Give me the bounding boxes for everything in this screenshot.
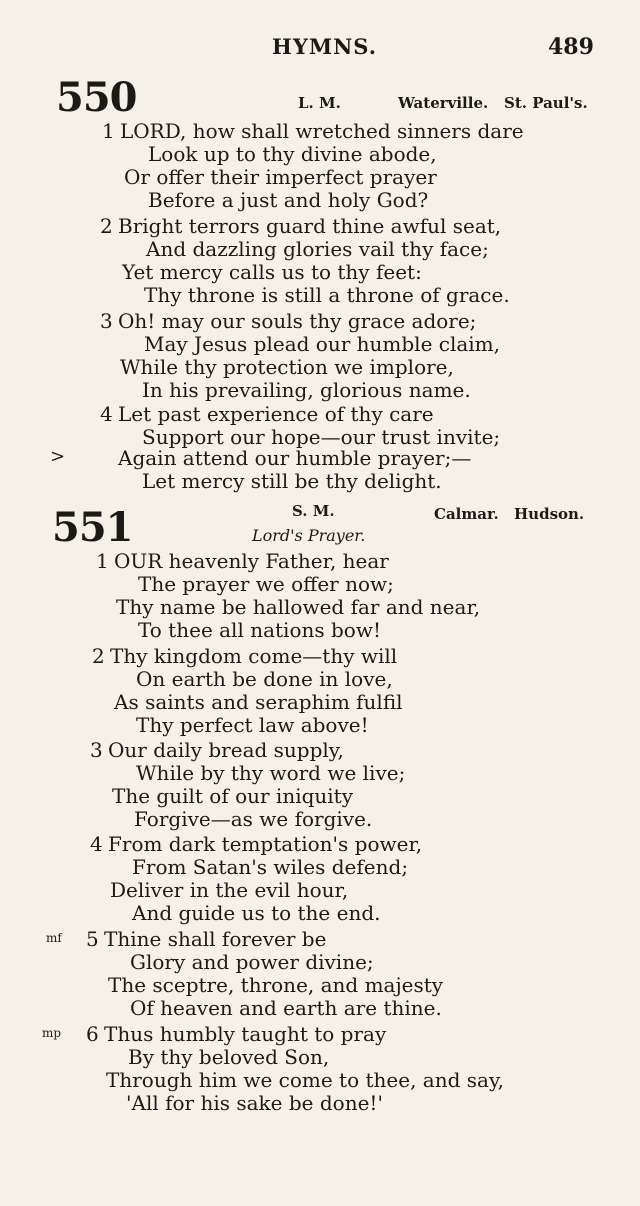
verse-number: 1	[96, 549, 109, 573]
verse-line: 4 From dark temptation's power,	[90, 832, 423, 856]
verse-number: 4	[100, 402, 113, 426]
verse-line: 3 Our daily bread supply,	[90, 738, 344, 762]
verse-line: 2 Thy kingdom come—thy will	[92, 644, 398, 668]
verse-line: And dazzling glories vail thy face;	[146, 237, 489, 261]
verse-line: 6 Thus humbly taught to pray	[86, 1022, 387, 1046]
verse-number: 3	[90, 738, 103, 762]
verse-line: 5 Thine shall forever be	[86, 927, 327, 951]
verse-number: 5	[86, 927, 99, 951]
verse-line: And guide us to the end.	[132, 901, 381, 925]
verse-line: The prayer we offer now;	[138, 572, 394, 596]
verse-line: Look up to thy divine abode,	[148, 142, 437, 166]
verse-line: Support our hope—our trust invite;	[142, 425, 501, 449]
verse-line: While thy protection we implore,	[120, 355, 454, 379]
verse-line: Before a just and holy God?	[148, 188, 429, 212]
verse-number: 2	[100, 214, 113, 238]
verse-line: From Satan's wiles defend;	[132, 855, 409, 879]
verse-number: 6	[86, 1022, 99, 1046]
verse-line: 1 LORD, how shall wretched sinners dare	[102, 119, 524, 143]
verse-line: Glory and power divine;	[130, 950, 374, 974]
dynamic-mark: mf	[46, 931, 62, 945]
verse-line: By thy beloved Son,	[128, 1045, 330, 1069]
verse-line: Thy name be hallowed far and near,	[116, 595, 481, 619]
verse-line: The sceptre, throne, and majesty	[108, 973, 444, 997]
verse-number: 4	[90, 832, 103, 856]
hymn-number: 550	[56, 74, 137, 121]
verse-line: To thee all nations bow!	[138, 618, 381, 642]
verse-number: 3	[100, 309, 113, 333]
tune-name: Waterville.	[398, 94, 489, 112]
verse-line: 2 Bright terrors guard thine awful seat,	[100, 214, 502, 238]
tune-name: Hudson.	[514, 505, 585, 523]
verse-line: The guilt of our iniquity	[112, 784, 354, 808]
verse-line: Or offer their imperfect prayer	[124, 165, 437, 189]
verse-line: Through him we come to thee, and say,	[106, 1068, 504, 1092]
hymn-subtitle: Lord's Prayer.	[252, 526, 366, 545]
verse-line: 4 Let past experience of thy care	[100, 402, 434, 426]
tune-name: Calmar.	[434, 505, 499, 523]
verse-line: 'All for his sake be done!'	[126, 1091, 383, 1115]
verse-line: Let mercy still be thy delight.	[142, 469, 442, 493]
verse-line: Deliver in the evil hour,	[110, 878, 349, 902]
verse-line: Of heaven and earth are thine.	[130, 996, 442, 1020]
verse-line: In his prevailing, glorious name.	[142, 378, 471, 402]
page-number: 489	[548, 34, 594, 60]
verse-line: Again attend our humble prayer;—	[118, 446, 472, 470]
dynamic-mark: mp	[42, 1026, 62, 1040]
verse-line: Yet mercy calls us to thy feet:	[122, 260, 422, 284]
expression-mark: >	[50, 446, 66, 467]
hymn-number: 551	[52, 504, 133, 551]
verse-line: Thy throne is still a throne of grace.	[144, 283, 510, 307]
verse-line: On earth be done in love,	[136, 667, 393, 691]
verse-line: 3 Oh! may our souls thy grace adore;	[100, 309, 477, 333]
verse-line: As saints and seraphim fulfil	[114, 690, 403, 714]
verse-line: May Jesus plead our humble claim,	[144, 332, 500, 356]
running-head: HYMNS.	[272, 34, 378, 59]
verse-line: While by thy word we live;	[136, 761, 406, 785]
tune-name: St. Paul's.	[504, 94, 588, 112]
hymn-meter: S. M.	[292, 502, 335, 520]
verse-line: 1 OUR heavenly Father, hear	[96, 549, 389, 573]
verse-number: 2	[92, 644, 105, 668]
hymn-meter: L. M.	[298, 94, 341, 112]
verse-number: 1	[102, 119, 115, 143]
verse-line: Forgive—as we forgive.	[134, 807, 373, 831]
verse-line: Thy perfect law above!	[136, 713, 369, 737]
